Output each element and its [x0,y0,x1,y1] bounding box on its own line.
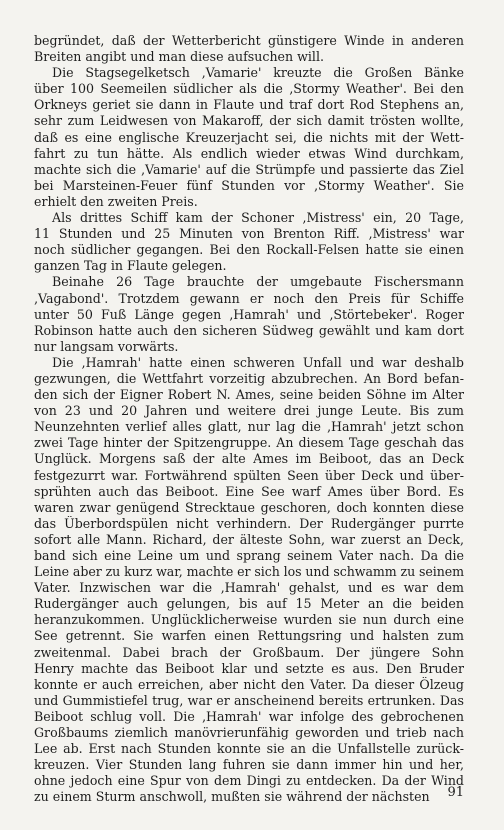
text-line: fahrt zu tun hätte. Als endlich wieder etwas Wind durchkam, [34,145,464,161]
text-line: begründet, daß der Wetterbericht günstigere Winde in anderen [34,33,464,48]
text-line: Robinson hatte auch den sicheren Südweg gewählt und kam dort [34,322,464,338]
text-line: nur langsam vorwärts. [34,338,179,354]
paragraph [34,33,464,65]
text-line: ganzen Tag in Flaute gelegen. [34,258,227,274]
text-line: erhielt den zweiten Preis. [34,193,198,209]
text-line: sprühten auch das Beiboot. Eine See warf Ames über Bord. Es [34,483,464,499]
text-line: noch südlicher gegangen. Bei den Rockall-Felsen hatte sie einen [34,242,464,258]
text-line: sehr zum Leidwesen von Makaroff, der sich damit trösten wollte, [34,113,464,129]
text-line: Vater. Inzwischen war die ‚Hamrah' gehalst, und es war dem [34,580,464,596]
text-line: bei Marsteinen-Feuer fünf Stunden vor ‚Stormy Weather'. Sie [34,177,464,193]
text-line: zu einem Sturm anschwoll, mußten sie während der nächsten [34,789,430,805]
text-line: festgezurrt war. Fortwährend spülten Seen über Deck und über- [34,467,464,483]
text-line: Orkneys geriet sie dann in Flaute und traf dort Rod Stephens an, [34,97,464,113]
text-line: Leine aber zu kurz war, machte er sich los und schwamm zu seinem [34,564,464,580]
paragraph [34,355,464,806]
text-line: ohne jedoch eine Spur von dem Dingi zu entdecken. Da der Wind [34,773,464,789]
text-line: kreuzen. Vier Stunden lang fuhren sie dann immer hin und her, [34,757,464,773]
text-line: ‚Vagabond'. Trotzdem gewann er noch den Preis für Schiffe [34,290,464,306]
text-line: unter 50 Fuß Länge gegen ‚Hamrah' und ‚Störtebeker'. Roger [34,306,464,322]
text-line: daß es eine englische Kreuzerjacht sei, die nichts mit der Wett- [34,129,464,145]
text-line: waren zwar genügend Strecktaue geschoren, doch konnten diese [34,499,464,515]
text-line: Henry machte das Beiboot klar und setzte es aus. Den Bruder [34,660,464,676]
text-line: Neunzehnten verlief alles glatt, nur lag die ‚Hamrah' jetzt schon [34,419,464,435]
text-line: Die Stagsegelketsch ‚Vamarie' kreuzte die Großen Bänke [52,65,464,81]
text-line: das Überbordspülen nicht verhindern. Der Rudergänger purrte [34,515,464,531]
text-line: sofort alle Mann. Richard, der älteste Sohn, war zuerst an Deck, [34,531,464,547]
text-line: 11 Stunden und 25 Minuten von Brenton Riff. ‚Mistress' war [34,226,464,242]
text-line: von 23 und 20 Jahren und weitere drei junge Leute. Bis zum [34,403,464,419]
text-line: band sich eine Leine um und sprang seinem Vater nach. Da die [34,548,464,563]
text-line: Als drittes Schiff kam der Schoner ‚Mistress' ein, 20 Tage, [52,210,464,226]
text-line: Breiten angibt und man diese aufsuchen will. [34,49,324,65]
text-line: gezwungen, die Wettfahrt vorzeitig abzubrechen. An Bord befan- [34,370,464,386]
text-line: und Gummistiefel trug, war er anscheinend bereits ertrunken. Das [34,692,464,708]
page-number: 91 [447,785,464,800]
text-line: konnte er auch erreichen, aber nicht den Vater. Da dieser Ölzeug [34,676,464,692]
text-line: heranzukommen. Unglücklicherweise wurden sie nun durch eine [34,612,464,628]
paragraph [34,210,464,274]
text-line: Beinahe 26 Tage brauchte der umgebaute Fischersmann [52,274,464,290]
paragraph [34,274,464,354]
page-body [34,33,464,806]
text-line: Lee ab. Erst nach Stunden konnte sie an die Unfallstelle zurück- [34,741,464,757]
text-line: den sich der Eigner Robert N. Ames, seine beiden Söhne im Alter [34,387,464,403]
text-line: Unglück. Morgens saß der alte Ames im Beiboot, das an Deck [34,451,464,467]
text-line: Rudergänger auch gelungen, bis auf 15 Meter an die beiden [34,596,464,612]
text-line: zwei Tage hinter der Spitzengruppe. An diesem Tage geschah das [34,435,464,451]
text-line: Großbaums ziemlich manövrierunfähig geworden und trieb nach [34,725,464,741]
text-line: über 100 Seemeilen südlicher als die ‚Stormy Weather'. Bei den [34,81,464,97]
paragraph [34,65,464,210]
text-line: machte sich die ‚Vamarie' auf die Strümpfe und passierte das Ziel [34,161,464,177]
text-line: See getrennt. Sie warfen einen Rettungsring und halsten zum [34,628,464,644]
text-line: Beiboot schlug voll. Die ‚Hamrah' war infolge des gebrochenen [34,708,464,724]
text-line: zweitenmal. Dabei brach der Großbaum. Der jüngere Sohn [34,644,464,660]
text-line: Die ‚Hamrah' hatte einen schweren Unfall und war deshalb [52,354,464,370]
